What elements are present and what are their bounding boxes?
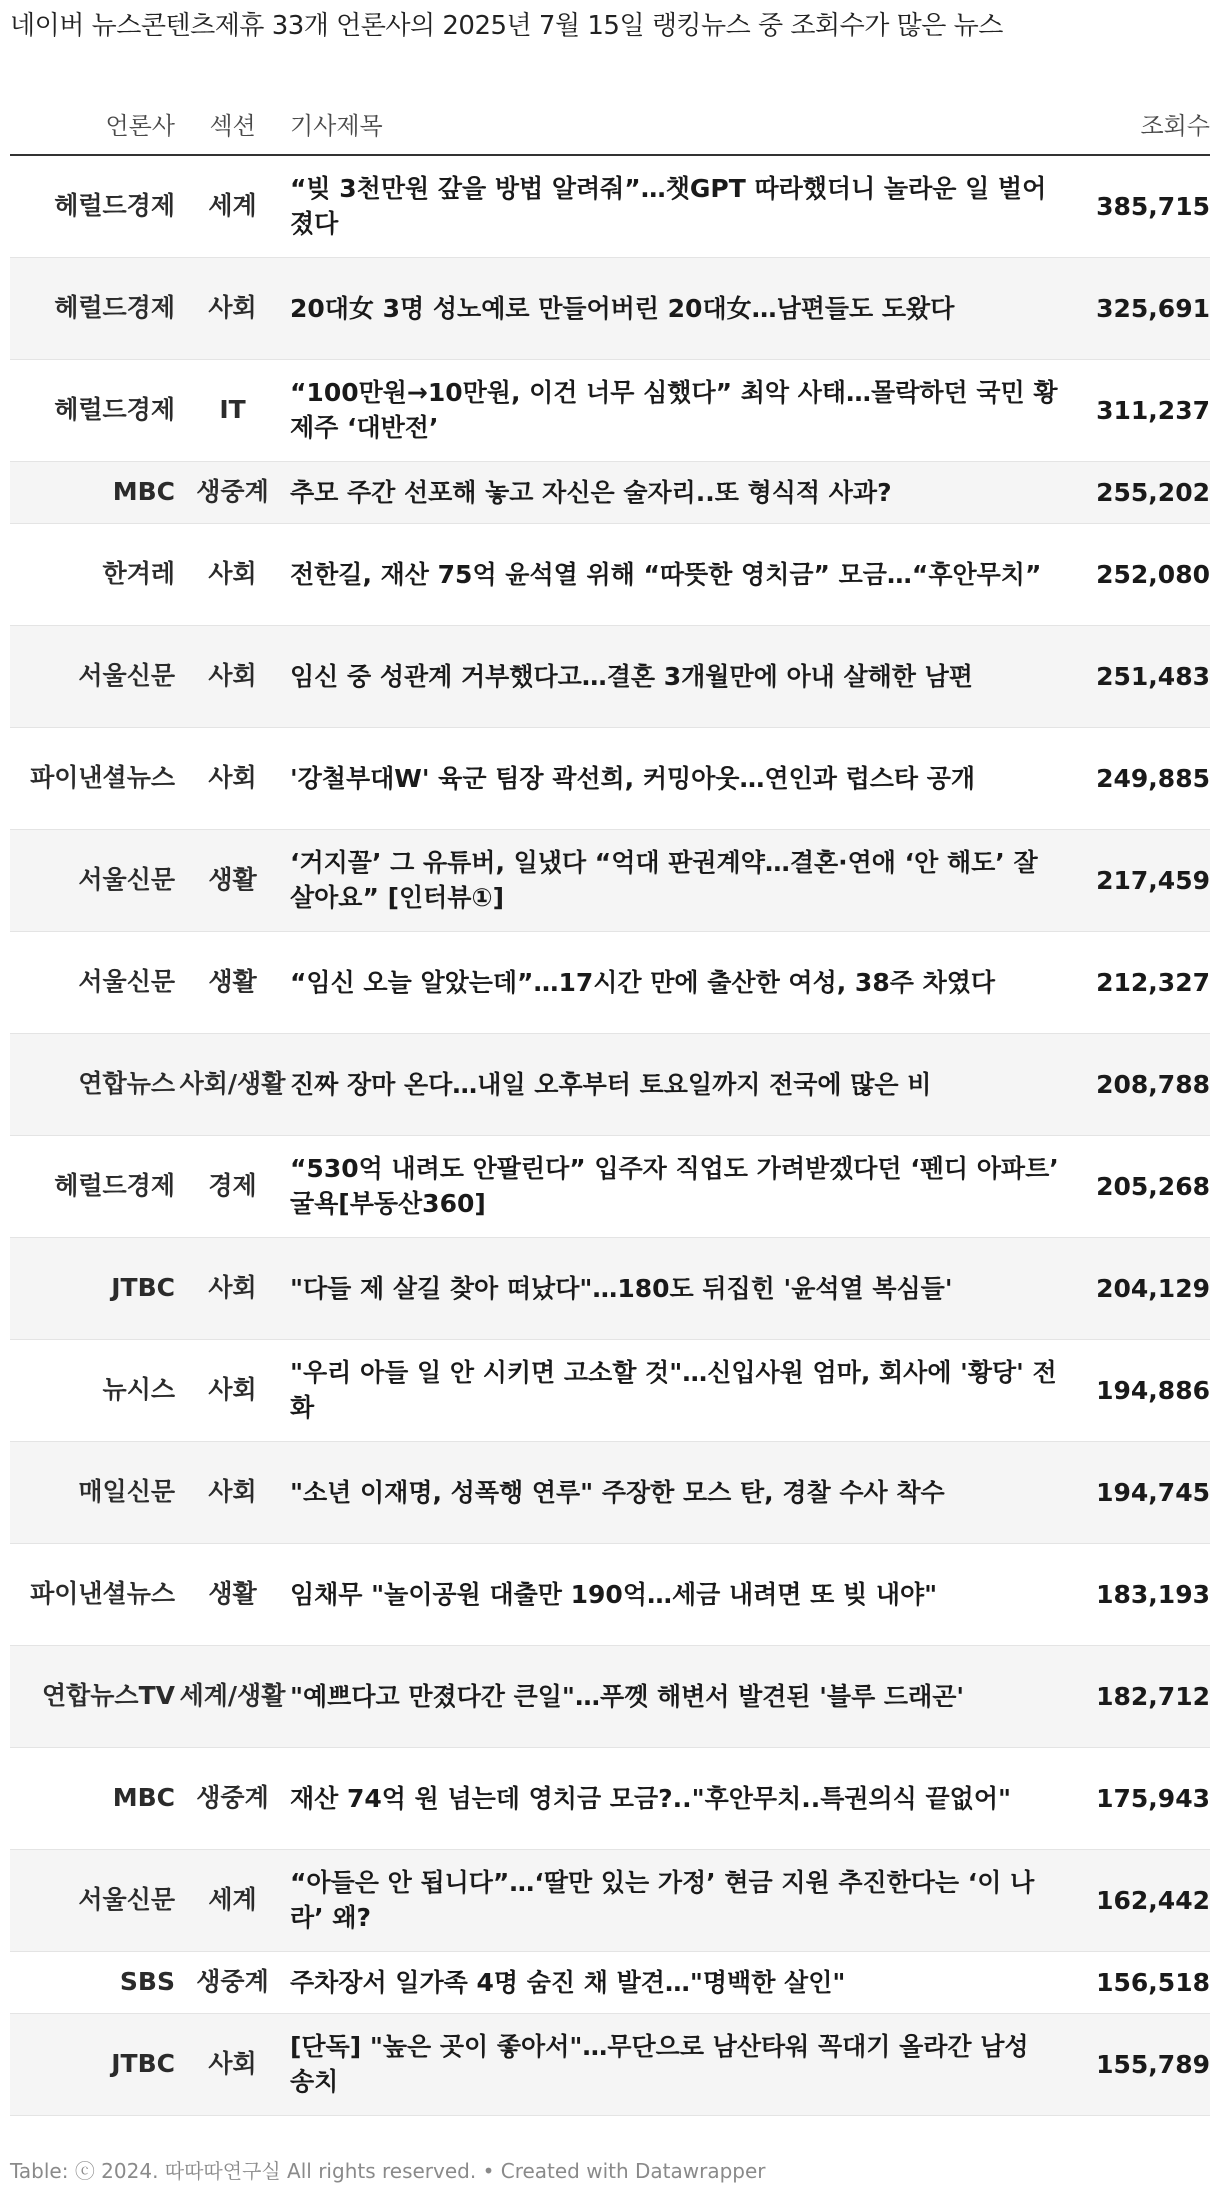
outlet-cell: 뉴시스 (102, 1375, 175, 1404)
table-row (10, 1645, 1210, 1747)
headline-cell: "소년 이재명, 성폭행 연루" 주장한 모스 탄, 경찰 수사 착수 (290, 1477, 945, 1507)
table-row (10, 1339, 1210, 1441)
table-row (10, 931, 1210, 1033)
views-cell: 204,129 (1096, 1273, 1210, 1303)
outlet-cell: JTBC (111, 2049, 175, 2078)
table-row (10, 1543, 1210, 1645)
headline-cell: 주차장서 일가족 4명 숨진 채 발견…"명백한 살인" (290, 1967, 846, 1997)
outlet-cell: 연합뉴스TV (41, 1681, 175, 1710)
views-cell: 155,789 (1096, 2049, 1210, 2079)
outlet-cell: 헤럴드경제 (54, 1171, 175, 1200)
table-row (10, 829, 1210, 931)
headline-cell: 전한길, 재산 75억 윤석열 위해 “따뜻한 영치금” 모금…“후안무치” (290, 559, 1042, 589)
headline-cell: 임신 중 성관계 거부했다고…결혼 3개월만에 아내 살해한 남편 (290, 661, 973, 691)
table-row (10, 359, 1210, 461)
section-cell: 사회 (208, 763, 257, 792)
headline-cell: "다들 제 살길 찾아 떠났다"…180도 뒤집힌 '윤석열 복심들' (290, 1273, 953, 1303)
views-cell: 255,202 (1096, 477, 1210, 507)
section-cell: 생활 (208, 1579, 257, 1608)
table-row (10, 523, 1210, 625)
headline-cell: “530억 내려도 안팔린다” 입주자 직업도 가려받겠다던 ‘펜디 아파트’ 굴욕[부동산360] (290, 1154, 1059, 1218)
views-cell: 385,715 (1096, 191, 1210, 221)
section-cell: 사회 (208, 661, 257, 690)
outlet-cell: 연합뉴스 (78, 1069, 175, 1098)
section-cell: 사회/생활 (179, 1069, 286, 1098)
section-cell: 생활 (208, 865, 257, 894)
column-header-views: 조회수 (1060, 92, 1210, 155)
views-cell: 183,193 (1096, 1579, 1210, 1609)
table-row (10, 1135, 1210, 1237)
headline-cell: [단독] "높은 곳이 좋아서"…무단으로 남산타워 꼭대기 올라간 남성 송치 (290, 2032, 1029, 2096)
section-cell: 사회 (208, 1273, 257, 1302)
outlet-cell: JTBC (111, 1273, 175, 1302)
views-cell: 194,745 (1096, 1477, 1210, 1507)
table-footer-credit: Table: ⓒ 2024. 따따따연구실 All rights reserved. • Created with Datawrapper (10, 2159, 766, 2183)
table-header-row (10, 92, 1210, 155)
column-header-outlet: 언론사 (10, 92, 175, 155)
section-cell: 경제 (208, 1171, 257, 1200)
views-cell: 217,459 (1096, 865, 1210, 895)
news-table (10, 92, 1210, 2116)
section-cell: 사회 (208, 293, 257, 322)
headline-cell: "예쁘다고 만졌다간 큰일"…푸껫 해변서 발견된 '블루 드래곤' (290, 1681, 965, 1711)
outlet-cell: 헤럴드경제 (54, 191, 175, 221)
outlet-cell: 한겨레 (102, 559, 175, 588)
views-cell: 311,237 (1096, 395, 1210, 425)
headline-cell: 임채무 "놀이공원 대출만 190억…세금 내려면 또 빚 내야" (290, 1579, 938, 1609)
outlet-cell: 서울신문 (78, 967, 175, 996)
views-cell: 156,518 (1096, 1967, 1210, 1997)
table-row (10, 2013, 1210, 2115)
section-cell: IT (219, 395, 246, 424)
section-cell: 사회 (208, 559, 257, 588)
table-row (10, 1033, 1210, 1135)
table-row (10, 727, 1210, 829)
headline-cell: 추모 주간 선포해 놓고 자신은 술자리..또 형식적 사과? (290, 477, 892, 507)
table-row (10, 1747, 1210, 1849)
outlet-cell: 서울신문 (78, 661, 175, 690)
section-cell: 사회 (208, 1477, 257, 1506)
table-row (10, 257, 1210, 359)
section-cell: 세계/생활 (179, 1681, 286, 1710)
table-row (10, 625, 1210, 727)
headline-cell: “100만원→10만원, 이건 너무 심했다” 최악 사태…몰락하던 국민 황제주 ‘대반전’ (290, 378, 1058, 442)
column-header-section: 섹션 (175, 92, 290, 155)
outlet-cell: 서울신문 (78, 1885, 175, 1914)
section-cell: 사회 (208, 1375, 257, 1404)
headline-cell: ‘거지꼴’ 그 유튜버, 일냈다 “억대 판권계약…결혼·연애 ‘안 해도’ 잘 살아요” [인터뷰①] (290, 848, 1038, 912)
views-cell: 175,943 (1096, 1783, 1210, 1813)
page-title: 네이버 뉴스콘텐츠제휴 33개 언론사의 2025년 7월 15일 랭킹뉴스 중 조회수가 많은 뉴스 (10, 11, 1003, 41)
views-cell: 252,080 (1096, 559, 1210, 589)
outlet-cell: 서울신문 (78, 865, 175, 894)
outlet-cell: MBC (112, 477, 175, 506)
outlet-cell: 파이낸셜뉴스 (30, 1579, 175, 1608)
views-cell: 251,483 (1096, 661, 1210, 691)
headline-cell: 진짜 장마 온다…내일 오후부터 토요일까지 전국에 많은 비 (290, 1069, 932, 1099)
outlet-cell: MBC (112, 1783, 175, 1812)
views-cell: 194,886 (1096, 1375, 1210, 1405)
headline-cell: 재산 74억 원 넘는데 영치금 모금?.."후안무치..특권의식 끝없어" (290, 1783, 1012, 1813)
views-cell: 249,885 (1096, 763, 1210, 793)
views-cell: 208,788 (1096, 1069, 1210, 1099)
outlet-cell: SBS (119, 1967, 175, 1996)
outlet-cell: 파이낸셜뉴스 (30, 763, 175, 792)
headline-cell: “아들은 안 됩니다”…‘딸만 있는 가정’ 현금 지원 추진한다는 ‘이 나라’ 왜? (290, 1868, 1035, 1932)
headline-cell: "우리 아들 일 안 시키면 고소할 것"…신입사원 엄마, 회사에 '황당' 전화 (290, 1358, 1057, 1422)
outlet-cell: 헤럴드경제 (54, 395, 175, 424)
section-cell: 생중계 (196, 1967, 269, 1996)
section-cell: 사회 (208, 2049, 257, 2078)
table-row (10, 1237, 1210, 1339)
section-cell: 생중계 (196, 1783, 269, 1812)
column-header-headline: 기사제목 (290, 92, 1060, 155)
table-row (10, 155, 1210, 257)
outlet-cell: 매일신문 (78, 1477, 175, 1506)
table-row (10, 1849, 1210, 1951)
headline-cell: “임신 오늘 알았는데”…17시간 만에 출산한 여성, 38주 차였다 (290, 967, 996, 997)
section-cell: 생활 (208, 967, 257, 996)
views-cell: 182,712 (1096, 1681, 1210, 1711)
views-cell: 325,691 (1096, 293, 1210, 323)
views-cell: 212,327 (1096, 967, 1210, 997)
section-cell: 생중계 (196, 477, 269, 506)
section-cell: 세계 (208, 191, 257, 221)
section-cell: 세계 (208, 1885, 257, 1914)
headline-cell: 20대女 3명 성노예로 만들어버린 20대女…남편들도 도왔다 (290, 293, 955, 323)
views-cell: 205,268 (1096, 1171, 1210, 1201)
headline-cell: “빚 3천만원 갚을 방법 알려줘”…챗GPT 따라했더니 놀라운 일 벌어졌다 (290, 174, 1047, 239)
views-cell: 162,442 (1096, 1885, 1210, 1915)
table-row (10, 461, 1210, 523)
table-row (10, 1951, 1210, 2013)
table-row (10, 1441, 1210, 1543)
headline-cell: '강철부대W' 육군 팀장 곽선희, 커밍아웃…연인과 럽스타 공개 (290, 763, 976, 793)
outlet-cell: 헤럴드경제 (54, 293, 175, 322)
